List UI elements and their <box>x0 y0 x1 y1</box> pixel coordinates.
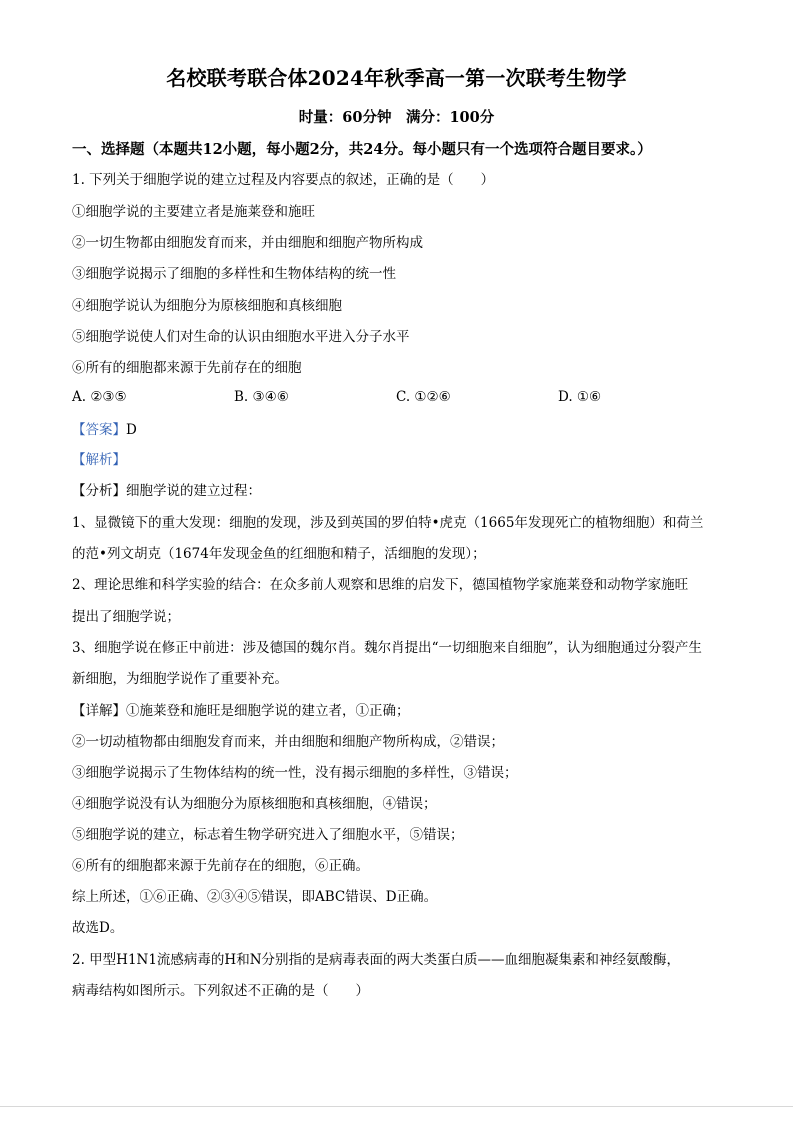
statement-1: ①细胞学说的主要建立者是施莱登和施旺 <box>72 204 315 220</box>
analysis-line: ④细胞学说没有认为细胞分为原核细胞和真核细胞，④错误； <box>72 796 437 812</box>
analysis-line: ⑤细胞学说的建立，标志着生物学研究进入了细胞水平，⑤错误； <box>72 827 464 843</box>
analysis-line: ②一切动植物都由细胞发育而来，并由细胞和细胞产物所构成，②错误； <box>72 734 504 750</box>
analysis-line: 综上所述，①⑥正确、②③④⑤错误，即ABC错误、D正确。 <box>72 889 438 905</box>
statement-5: ⑤细胞学说使人们对生命的认识由细胞水平进入分子水平 <box>72 329 410 345</box>
section-heading: 一、选择题（本题共12小题，每小题2分，共24分。每小题只有一个选项符合题目要求。） <box>72 141 652 158</box>
statement-2: ②一切生物都由细胞发育而来，并由细胞和细胞产物所构成 <box>72 235 423 251</box>
analysis-line: 的范•列文胡克（1674年发现金鱼的红细胞和精子，活细胞的发现）； <box>72 546 486 562</box>
analysis-label: 【解析】 <box>72 452 126 468</box>
exam-info: 时量：60分钟 满分：100分 <box>298 109 495 126</box>
page-bottom-divider <box>0 1106 793 1107</box>
statement-6: ⑥所有的细胞都来源于先前存在的细胞 <box>72 360 302 376</box>
question-1-stem: 1. 下列关于细胞学说的建立过程及内容要点的叙述，正确的是（ ） <box>72 172 495 188</box>
analysis-line: 新细胞，为细胞学说作了重要补充。 <box>72 671 288 687</box>
statement-3: ③细胞学说揭示了细胞的多样性和生物体结构的统一性 <box>72 266 396 282</box>
question-2-stem: 病毒结构如图所示。下列叙述不正确的是（ ） <box>72 983 369 999</box>
analysis-line: 提出了细胞学说； <box>72 609 180 625</box>
option-c: C. ①②⑥ <box>396 389 451 405</box>
answer-line <box>72 421 137 439</box>
analysis-line: 3、细胞学说在修正中前进：涉及德国的魏尔肖。魏尔肖提出“一切细胞来自细胞”，认为细胞通过分裂产生 <box>72 640 702 656</box>
answer-label: 【答案】 <box>72 422 126 438</box>
analysis-line: 【分析】细胞学说的建立过程： <box>72 483 261 499</box>
option-b: B. ③④⑥ <box>234 389 289 405</box>
page-title: 名校联考联合体2024年秋季高一第一次联考生物学 <box>166 66 627 90</box>
analysis-line: ③细胞学说揭示了生物体结构的统一性，没有揭示细胞的多样性，③错误； <box>72 765 518 781</box>
option-d: D. ①⑥ <box>558 389 602 405</box>
statement-4: ④细胞学说认为细胞分为原核细胞和真核细胞 <box>72 298 342 314</box>
analysis-line: 故选D。 <box>72 920 124 936</box>
answer-value: D <box>126 422 137 438</box>
analysis-line: 1、显微镜下的重大发现：细胞的发现，涉及到英国的罗伯特•虎克（1665年发现死亡的植物细胞）和荷兰 <box>72 515 704 531</box>
analysis-line: 【详解】①施莱登和施旺是细胞学说的建立者，①正确； <box>72 703 410 719</box>
analysis-line: 2、理论思维和科学实验的结合：在众多前人观察和思维的启发下，德国植物学家施莱登和动物学家施旺 <box>72 577 689 593</box>
option-a: A. ②③⑤ <box>72 389 127 405</box>
analysis-line: ⑥所有的细胞都来源于先前存在的细胞，⑥正确。 <box>72 858 369 874</box>
question-2-stem: 2. 甲型H1N1流感病毒的H和N分别指的是病毒表面的两大类蛋白质——血细胞凝集素和神经氨酸酶， <box>72 952 681 968</box>
